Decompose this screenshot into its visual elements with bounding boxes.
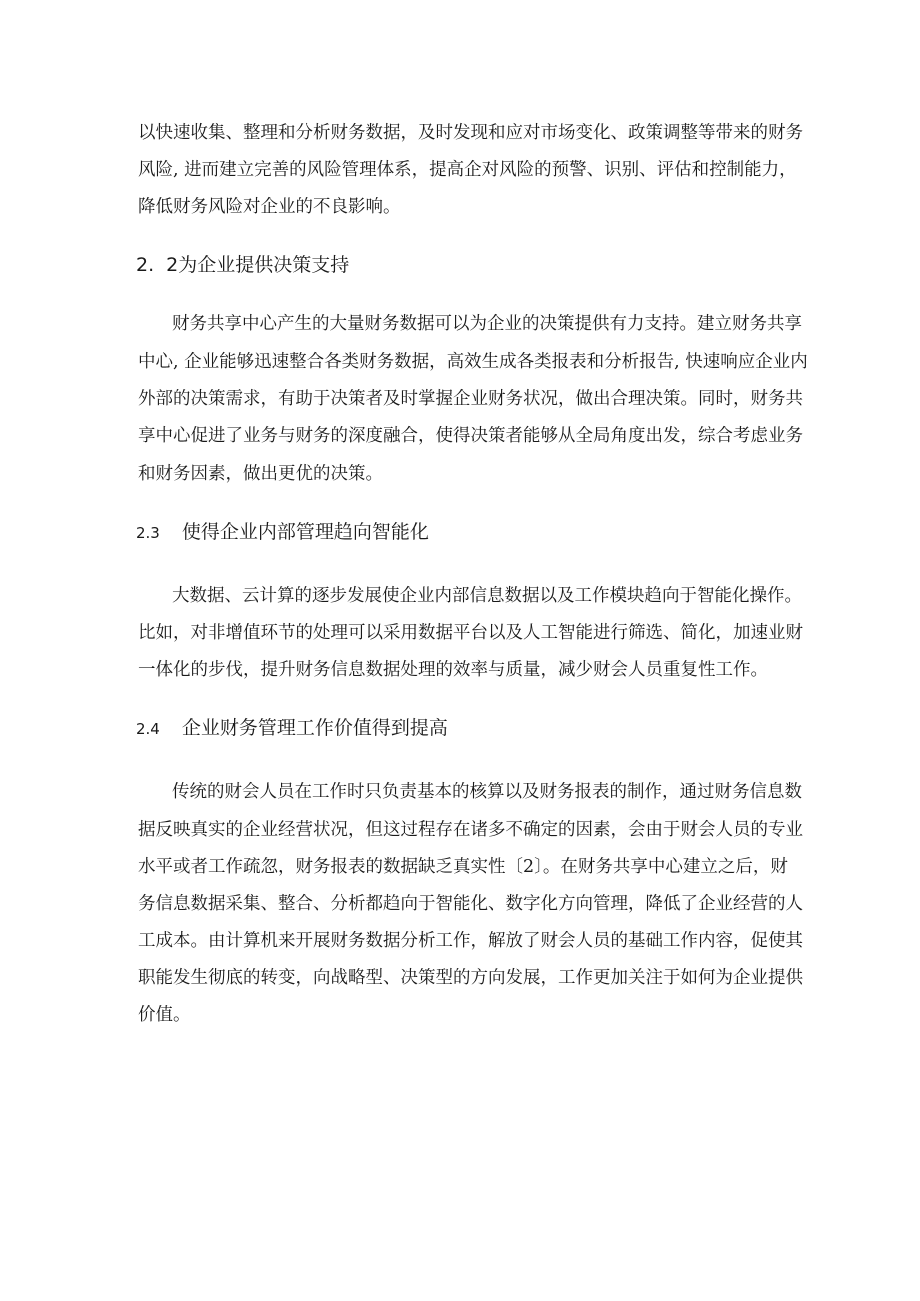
section-2-4-line-3: 水平或者工作疏忽，财务报表的数据缺乏真实性〔2〕。在财务共享中心建立之后，财 — [138, 857, 788, 877]
section-2-2-line-3: 外部的决策需求，有助于决策者及时掌握企业财务状况，做出合理决策。同时，财务共 — [138, 389, 803, 409]
section-2-2-line-2: 中心, 企业能够迅速整合各类财务数据，高效生成各类报表和分析报告, 快速响应企业内 — [138, 352, 808, 372]
section-2-4-line-7: 价值。 — [138, 1005, 191, 1025]
section-2-2-number: 2. — [136, 254, 155, 276]
section-2-3-line-3: 一体化的步伐，提升财务信息数据处理的效率与质量，减少财会人员重复性工作。 — [138, 660, 768, 680]
section-2-3-line-2: 比如，对非增值环节的处理可以采用数据平台以及人工智能进行筛选、简化，加速业财 — [138, 623, 803, 643]
section-2-2-line-5: 和财务因素，做出更优的决策。 — [138, 464, 383, 484]
section-2-3-number: 2.3 — [136, 524, 160, 542]
section-2-3-heading — [136, 519, 429, 546]
section-2-4-line-2: 据反映真实的企业经营状况，但这过程存在诸多不确定的因素，会由于财会人员的专业 — [138, 820, 803, 840]
section-2-2-line-4: 享中心促进了业务与财务的深度融合，使得决策者能够从全局角度出发，综合考虑业务 — [138, 426, 803, 446]
section-2-3-line-1: 大数据、云计算的逐步发展使企业内部信息数据以及工作模块趋向于智能化操作。 — [172, 586, 802, 606]
section-2-4-line-6: 职能发生彻底的转变，向战略型、决策型的方向发展，工作更加关注于如何为企业提供 — [138, 968, 803, 988]
section-2-2-line-1: 财务共享中心产生的大量财务数据可以为企业的决策提供有力支持。建立财务共享 — [172, 314, 802, 334]
section-2-4-line-1: 传统的财会人员在工作时只负责基本的核算以及财务报表的制作，通过财务信息数 — [172, 782, 802, 802]
section-2-2-heading — [136, 252, 349, 278]
section-2-4-number: 2.4 — [136, 720, 160, 738]
intro-line-2: 风险, 进而建立完善的风险管理体系，提高企对风险的预警、识别、评估和控制能力， — [138, 160, 797, 180]
section-2-4-title: 企业财务管理工作价值得到提高 — [181, 717, 448, 739]
section-2-4-line-4: 务信息数据采集、整合、分析都趋向于智能化、数字化方向管理，降低了企业经营的人 — [138, 894, 803, 914]
section-2-3-title: 使得企业内部管理趋向智能化 — [181, 521, 429, 543]
section-2-4-heading — [136, 715, 448, 742]
intro-line-1: 以快速收集、整理和分析财务数据，及时发现和应对市场变化、政策调整等带来的财务 — [138, 123, 803, 143]
section-2-4-line-5: 工成本。由计算机来开展财务数据分析工作，解放了财会人员的基础工作内容，促使其 — [138, 931, 803, 951]
section-2-2-title: 2为企业提供决策支持 — [166, 254, 350, 276]
intro-line-3: 降低财务风险对企业的不良影响。 — [138, 197, 401, 217]
